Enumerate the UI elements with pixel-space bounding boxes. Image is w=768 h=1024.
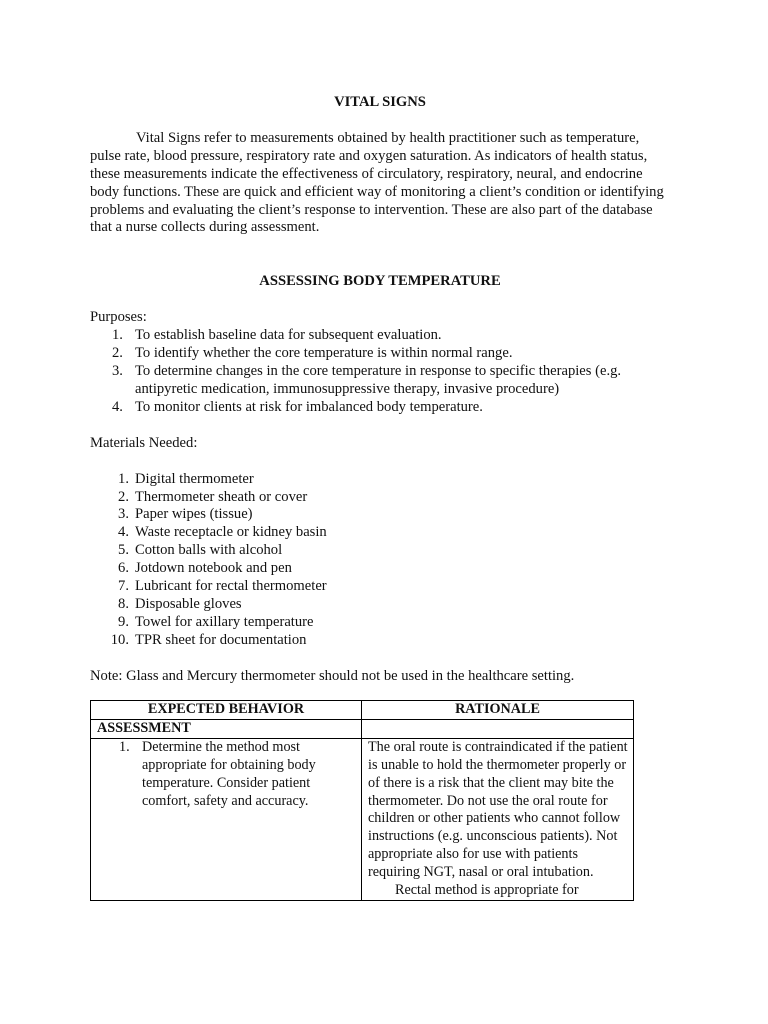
list-item-text: Cotton balls with alcohol	[135, 542, 283, 559]
note-text: Note: Glass and Mercury thermometer should not be used in the healthcare setting.	[90, 667, 575, 684]
list-item-text: Digital thermometer	[135, 470, 254, 487]
list-item-number: 10.	[110, 631, 129, 648]
list-item-number: 7.	[118, 578, 129, 595]
list-item	[90, 506, 670, 524]
materials-label: Materials Needed:	[90, 434, 198, 451]
list-item	[90, 327, 670, 345]
table-section-row	[91, 719, 634, 738]
header-expected-behavior: EXPECTED BEHAVIOR	[91, 701, 362, 720]
list-item	[90, 489, 670, 507]
list-item-text: To monitor clients at risk for imbalanced body temperature.	[135, 398, 483, 415]
step-item	[97, 739, 355, 811]
list-item	[90, 632, 670, 650]
list-item-text: To determine changes in the core temperature in response to specific therapies (e.g. antipyretic medication, immunosuppressive therapy, invasive procedure)	[135, 362, 622, 397]
procedure-table	[90, 700, 634, 901]
list-item-number: 9.	[118, 613, 129, 630]
list-item	[90, 560, 670, 578]
section-label-assessment: ASSESSMENT	[91, 719, 362, 738]
expected-behavior-cell	[91, 738, 362, 900]
section-title: ASSESSING BODY TEMPERATURE	[259, 273, 501, 290]
list-item-number: 8.	[118, 595, 129, 612]
list-item	[90, 578, 670, 596]
list-item	[90, 399, 670, 417]
list-item	[90, 524, 670, 542]
list-item-number: 3.	[118, 506, 129, 523]
list-item	[90, 471, 670, 489]
list-item-text: To establish baseline data for subsequent evaluation.	[135, 327, 442, 344]
list-item-number: 2.	[112, 345, 123, 362]
intro-paragraph: Vital Signs refer to measurements obtained by health practitioner such as temperature, pulse rate, blood pressure, respiratory rate and oxygen saturation. As indicators of health status, these measurements indicate the effectiveness of circulatory, respiratory, neural, and endocrine body functions. These are quick and efficient way of monitoring a client’s condition or identifying problems and evaluating the client’s response to intervention. These are also part of the database that a nurse collects during assessment.	[90, 129, 664, 236]
purposes-label: Purposes:	[90, 309, 147, 326]
materials-list	[90, 471, 670, 650]
list-item-text: Thermometer sheath or cover	[135, 488, 308, 505]
list-item-text: TPR sheet for documentation	[135, 631, 307, 648]
list-item	[90, 363, 670, 399]
list-item-text: Lubricant for rectal thermometer	[135, 578, 327, 595]
list-item-text: Jotdown notebook and pen	[135, 560, 292, 577]
header-rationale: RATIONALE	[362, 701, 634, 720]
list-item-number: 1.	[118, 470, 129, 487]
list-item	[90, 596, 670, 614]
list-item-text: Towel for axillary temperature	[135, 613, 314, 630]
list-item-number: 3.	[112, 362, 123, 379]
list-item-text: Paper wipes (tissue)	[135, 506, 253, 523]
list-item-number: 1.	[112, 327, 123, 344]
list-item	[90, 345, 670, 363]
document-title: VITAL SIGNS	[334, 94, 426, 110]
document-page	[90, 94, 670, 686]
list-item-number: 6.	[118, 560, 129, 577]
list-item	[90, 542, 670, 560]
list-item-number: 5.	[118, 542, 129, 559]
list-item-text: To identify whether the core temperature is within normal range.	[135, 345, 513, 362]
rationale-cell	[362, 738, 634, 900]
step-number: 1.	[119, 738, 130, 755]
list-item-text: Waste receptacle or kidney basin	[135, 524, 327, 541]
empty-cell	[362, 719, 634, 738]
list-item-number: 4.	[112, 398, 123, 415]
list-item	[90, 614, 670, 632]
table-header-row	[91, 701, 634, 720]
table-row	[91, 738, 634, 900]
list-item-text: Disposable gloves	[135, 595, 242, 612]
list-item-number: 2.	[118, 488, 129, 505]
step-text: Determine the method most appropriate for obtaining body temperature. Consider patient comfort, safety and accuracy.	[142, 738, 316, 809]
rationale-text: The oral route is contraindicated if the patient is unable to hold the thermometer properly or of there is a risk that the client may bite the thermometer. Do not use the oral route for children or other patients who cannot follow instructions (e.g. unconscious patients). Not appropriate also for use with patients requiring NGT, nasal or oral intubation.	[368, 738, 628, 881]
rationale-continued-text: Rectal method is appropriate for	[395, 882, 579, 899]
purposes-list	[90, 327, 670, 417]
list-item-number: 4.	[118, 524, 129, 541]
